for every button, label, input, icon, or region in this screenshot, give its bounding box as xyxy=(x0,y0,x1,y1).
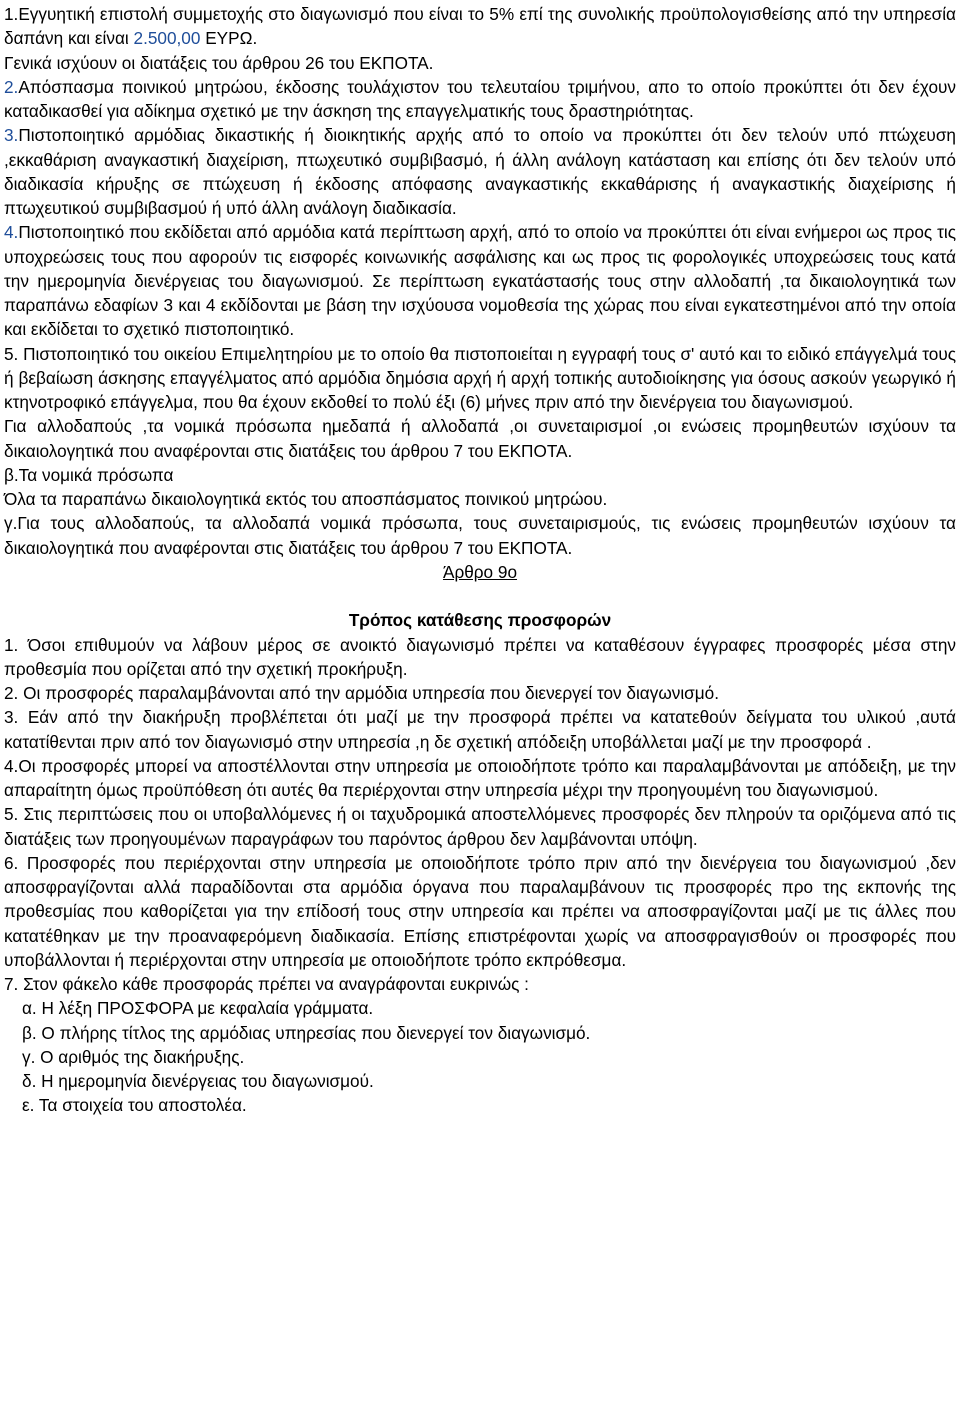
sub-list-item: β. Ο πλήρης τίτλος της αρμόδιας υπηρεσίας που διενεργεί τον διαγωνισμό. xyxy=(22,1022,591,1043)
guarantee-amount: 500,00 xyxy=(147,28,201,49)
tax-insurance-number: 4. xyxy=(4,222,19,243)
list-item: 6. Προσφορές που περιέρχονται στην υπηρεσία με οποιοδήποτε τρόπο πριν από την διενέργεια του διαγωνισμού ,δεν αποσφραγίζονται αλλά παραδίδονται στα αρμόδια όργανα που παραλαμβάνουν τις προσφορές προ της εκπονής της προθεσμίας που καθορίζεται για την επίδοσή τους στην υπηρεσία και πρέπει να αποσφραγίζονται μαζί με τις άλλες που κατατέθηκαν με την προαναφερόμενη διαδικασία. Επίσης επιστρέφονται χωρίς να αποσφραγισθούν οι προσφορές που υποβάλλονται ή περιέρχονται στην υπηρεσία με οποιοδήποτε τρόπο εκπρόθεσμα. xyxy=(4,852,956,970)
criminal-record-number: 2. xyxy=(4,76,19,97)
paragraph-foreign-entities: γ.Για τους αλλοδαπούς, τα αλλοδαπά νομικά πρόσωπα, τους συνεταιρισμούς, τις ενώσεις προμηθευτών ισχύουν τα δικαιολογητικά που αναφέρονται στις διατάξεις του άρθρου 7 του ΕΚΠΟΤΑ. xyxy=(4,513,956,558)
list-item: 7. Στον φάκελο κάθε προσφοράς πρέπει να αναγράφονται ευκρινώς : xyxy=(4,974,529,994)
paragraph-guarantee-letter xyxy=(4,2,956,51)
list-item: 4.Οι προσφορές μπορεί να αποστέλλονται στην υπηρεσία με οποιοδήποτε τρόπο και παραλαμβάνονται με απόδειξη, με την απαραίτητη όμως προϋπόθεση ότι αυτές θα περιέρχονται στην υπηρεσία μέχρι την προηγουμένη του διαγωνισμού. xyxy=(4,755,956,800)
list-item: 2. Οι προσφορές παραλαμβάνονται από την αρμόδια υπηρεσία που διενεργεί τον διαγωνισμό. xyxy=(4,683,720,703)
paragraph-general-provisions: Γενικά ισχύουν οι διατάξεις του άρθρου 26 του ΕΚΠΟΤΑ. xyxy=(4,52,434,73)
paragraph-bankruptcy-certificate xyxy=(4,123,956,220)
paragraph-legal-entities-text: Όλα τα παραπάνω δικαιολογητικά εκτός του αποσπάσματος ποινικού μητρώου. xyxy=(4,489,608,509)
paragraph-foreigners: Για αλλοδαπούς ,τα νομικά πρόσωπα ημεδαπά ή αλλοδαπά ,οι συνεταιρισμοί ,οι ενώσεις προμηθευτών ισχύουν τα δικαιολογητικά που αναφέρονται στις διατάξεις του άρθρου 7 του ΕΚΠΟΤΑ. xyxy=(4,416,956,461)
article-title: Τρόπος κατάθεσης προσφορών xyxy=(348,610,612,631)
bankruptcy-certificate-number: 3. xyxy=(4,125,19,146)
tax-insurance-text: Πιστοποιητικό που εκδίδεται από αρμόδια κατά περίπτωση αρχή, από το οποίο να προκύπτει ότι είναι ενήμεροι ως προς τις υποχρεώσεις τους που αφορούν τις εισφορές κοινωνικής ασφάλισης και ως προς τις φορολογικές υποχρεώσεις τους κατά την ημερομηνία διενέργειας του διαγωνισμού. Σε περίπτωση εγκατάστασής τους στην αλλοδαπή ,τα δικαιολογητικά των παραπάνω εδαφίων 3 και 4 εκδίδονται με βάση την ισχύουσα νομοθεσία της χώρας που είναι εγκατεστημένοι από την οποία και εκδίδεται το σχετικό πιστοποιητικό. xyxy=(4,222,956,340)
sub-list-item: ε. Τα στοιχεία του αποστολέα. xyxy=(22,1095,247,1116)
paragraph-legal-entities-heading: β.Τα νομικά πρόσωπα xyxy=(4,464,174,485)
bankruptcy-certificate-text: Πιστοποιητικό αρμόδιας δικαστικής ή διοικητικής αρχής από το οποίο να προκύπτει ότι δεν τελούν υπό πτώχευση ,εκκαθάριση αναγκαστική διαχείριση, πτωχευτικό συμβιβασμό, ή άλλη ανάλογη κατάσταση και επίσης ότι δεν τελούν υπό διαδικασία κήρυξης σε πτώχευση ή έκδοσης απόφασης αναγκαστικής εκκαθάρισης ή αναγκαστικής διαχείρισης ή πτωχευτικού συμβιβασμού ή υπό άλλη ανάλογη διαδικασία. xyxy=(4,125,956,218)
paragraph-chamber-certificate: 5. Πιστοποιητικό του οικείου Επιμελητηρίου με το οποίο θα πιστοποιείται η εγγραφή τους σ' αυτό και το ειδικό επάγγελμά τους ή βεβαίωση άσκησης επαγγέλματος από αρμόδια δημόσια αρχή ή αρχή τοπικής αυτοδιοίκησης για όσους ασκούν γεωργικό ή κτηνοτροφικό επάγγελμα, που θα έχουν εκδοθεί το πολύ έξι (6) μήνες πριν από την διενέργεια του διαγωνισμού. xyxy=(4,343,957,412)
article-number: Άρθρο 9ο xyxy=(442,561,518,582)
paragraph-tax-insurance-certificate xyxy=(4,220,956,341)
paragraph-criminal-record xyxy=(4,75,956,124)
guarantee-currency: ΕΥΡΩ. xyxy=(200,28,258,49)
spacer xyxy=(4,584,956,608)
list-item: 1. Όσοι επιθυμούν να λάβουν μέρος σε ανοικτό διαγωνισμό πρέπει να καταθέσουν έγγραφες προσφορές μέσα στην προθεσμία που ορίζεται από την σχετική προκήρυξη. xyxy=(4,634,956,679)
list-item: 5. Στις περιπτώσεις που οι υποβαλλόμενες ή οι ταχυδρομικά αποστελλόμενες προσφορές δεν πληρούν τα οριζόμενα από τις διατάξεις των προηγουμένων παραγράφων του παρόντος άρθρου δεν λαμβάνονται υπόψη. xyxy=(4,804,956,849)
sub-list-item: α. Η λέξη ΠΡΟΣΦΟΡΑ με κεφαλαία γράμματα. xyxy=(22,998,374,1019)
sub-list-item: δ. Η ημερομηνία διενέργειας του διαγωνισμού. xyxy=(22,1071,374,1091)
criminal-record-text: Απόσπασμα ποινικού μητρώου, έκδοσης τουλάχιστον του τελευταίου τριμήνου, απο το οποίο προκύπτει ότι δεν έχουν καταδικασθεί για αδίκημα σχετικό με την άσκηση της επαγγελματικής τους δραστηριότητας. xyxy=(4,76,956,121)
guarantee-letter-text: 1.Εγγυητική επιστολή συμμετοχής στο διαγωνισμό που είναι το 5% επί της συνολικής προϋπολογισθείσης από την υπηρεσία δαπάνη και είναι xyxy=(4,4,956,49)
guarantee-amount-prefix: 2. xyxy=(133,28,148,49)
list-item: 3. Εάν από την διακήρυξη προβλέπεται ότι μαζί με την προσφορά πρέπει να κατατεθούν δείγματα του υλικού ,αυτά κατατίθενται πριν από τον διαγωνισμό στην υπηρεσία ,η δε σχετική απόδειξη υποβάλλεται μαζί με την προσφορά . xyxy=(4,707,956,752)
sub-list-item: γ. Ο αριθμός της διακήρυξης. xyxy=(22,1046,245,1067)
